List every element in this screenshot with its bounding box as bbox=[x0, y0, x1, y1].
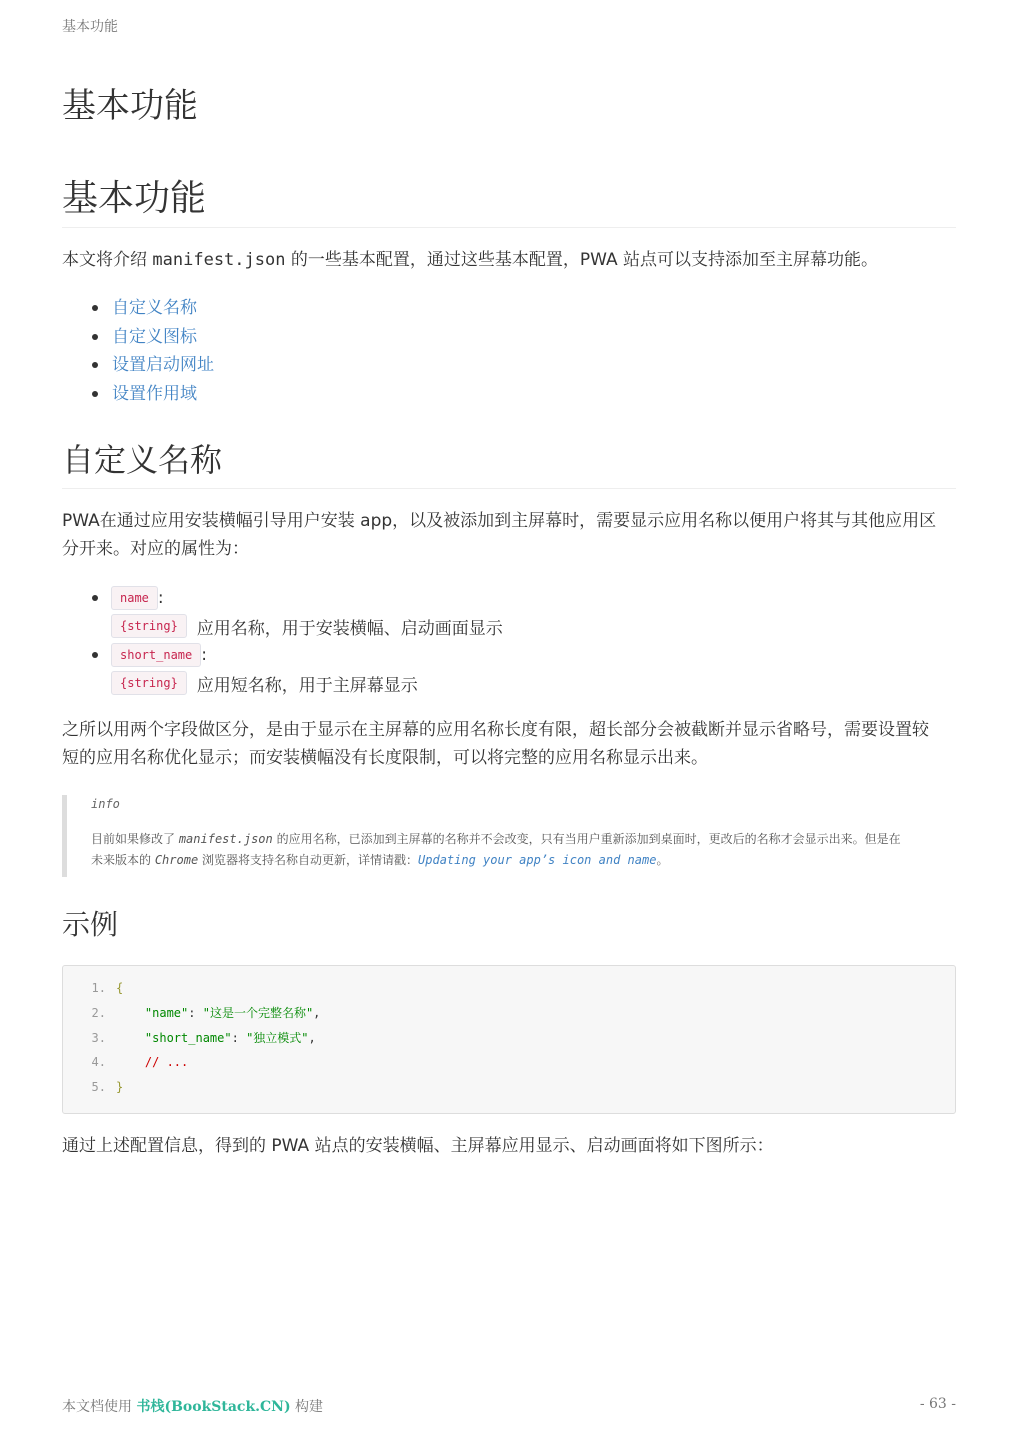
line-number: 4. bbox=[91, 1055, 106, 1070]
code-line bbox=[63, 1026, 955, 1051]
property-colon: : bbox=[201, 645, 207, 665]
intro-text-post: 的一些基本配置，通过这些基本配置，PWA 站点可以支持添加至主屏幕功能。 bbox=[285, 250, 879, 270]
code-token: } bbox=[116, 1080, 124, 1095]
table-of-contents bbox=[62, 294, 214, 408]
property-name-code: name bbox=[111, 586, 158, 610]
note-text: 的应用名称，已添加到主屏幕的名称并不会改变，只有当用户重新添加到桌面时，更改后的名称才会显示出来。但是在 bbox=[272, 832, 901, 846]
note-text: 目前如果修改了 bbox=[91, 832, 179, 846]
code-line bbox=[63, 1001, 955, 1026]
property-description: 应用短名称，用于主屏幕显示 bbox=[196, 675, 418, 696]
property-item-short-name bbox=[62, 641, 956, 697]
code-line bbox=[63, 976, 955, 1001]
code-block bbox=[62, 965, 956, 1114]
code-token: // ... bbox=[144, 1055, 189, 1070]
code-token: : bbox=[188, 1005, 203, 1020]
reason-paragraph-line1: 之所以用两个字段做区分，是由于显示在主屏幕的应用名称长度有限，超长部分会被截断并显示省略号，需要设置较 bbox=[62, 720, 929, 740]
code-token bbox=[116, 1031, 145, 1045]
code-token: "short_name" bbox=[144, 1030, 232, 1045]
footer-credit bbox=[62, 1396, 323, 1416]
custom-name-divider bbox=[62, 488, 956, 489]
intro-code-manifest: manifest.json bbox=[152, 250, 286, 270]
toc-link-custom-name[interactable]: 自定义名称 bbox=[112, 298, 197, 318]
property-list bbox=[62, 584, 956, 697]
toc-link-custom-icon[interactable]: 自定义图标 bbox=[112, 326, 197, 347]
code-line bbox=[63, 1050, 955, 1075]
page-number: - 63 - bbox=[919, 1396, 956, 1412]
property-colon: : bbox=[157, 588, 164, 608]
code-line bbox=[63, 1075, 955, 1100]
note-code-manifest: manifest.json bbox=[178, 832, 273, 846]
line-number: 5. bbox=[91, 1080, 106, 1095]
custom-name-paragraph-line2: 分开来。对应的属性为： bbox=[62, 539, 249, 559]
note-code-chrome: Chrome bbox=[154, 853, 199, 867]
section-divider bbox=[62, 227, 956, 228]
code-text bbox=[116, 1050, 188, 1075]
custom-name-paragraph bbox=[62, 507, 956, 563]
reason-paragraph bbox=[62, 716, 956, 772]
toc-item-custom-name bbox=[62, 294, 214, 323]
reason-paragraph-line2: 短的应用名称优化显示；而安装横幅没有长度限制，可以将完整的应用名称显示出来。 bbox=[62, 748, 708, 768]
property-type-code: {string} bbox=[111, 614, 187, 638]
section-title: 基本功能 bbox=[62, 178, 207, 219]
footer-text: 构建 bbox=[290, 1399, 324, 1415]
intro-text-pre: 本文将介绍 bbox=[62, 250, 153, 270]
intro-paragraph bbox=[62, 246, 956, 274]
page-title: 基本功能 bbox=[62, 86, 198, 126]
property-description: 应用名称，用于安装横幅、启动画面显示 bbox=[196, 618, 503, 639]
running-header: 基本功能 bbox=[62, 19, 118, 35]
outro-paragraph: 通过上述配置信息，得到的 PWA 站点的安装横幅、主屏幕应用显示、启动画面将如下图所示： bbox=[62, 1136, 774, 1156]
toc-item-scope bbox=[62, 380, 214, 409]
code-token: : bbox=[231, 1030, 247, 1045]
custom-name-paragraph-line1: PWA在通过应用安装横幅引导用户安装 app，以及被添加到主屏幕时，需要显示应用名称以便用户将其与其他应用区 bbox=[62, 511, 937, 531]
note-text: 浏览器将支持名称自动更新，详情请戳： bbox=[198, 853, 419, 867]
code-token: , bbox=[308, 1030, 316, 1045]
property-item-name bbox=[62, 584, 956, 640]
line-number: 3. bbox=[91, 1030, 106, 1045]
info-note-body bbox=[91, 829, 956, 871]
code-text bbox=[116, 1075, 123, 1100]
heading-custom-name: 自定义名称 bbox=[62, 441, 223, 479]
code-token: "这是一个完整名称" bbox=[202, 1005, 314, 1020]
toc-link-scope[interactable]: 设置作用域 bbox=[112, 383, 197, 404]
footer-brand-link[interactable]: 书栈(BookStack.CN) bbox=[136, 1399, 291, 1415]
note-text: 。 bbox=[656, 853, 669, 867]
code-token: , bbox=[313, 1005, 321, 1020]
info-note-title: info bbox=[91, 797, 120, 811]
info-note bbox=[62, 795, 956, 877]
code-token bbox=[116, 1055, 145, 1069]
property-type-code: {string} bbox=[111, 671, 187, 695]
note-text: 未来版本的 bbox=[91, 853, 155, 867]
code-text bbox=[116, 1026, 316, 1051]
toc-link-start-url[interactable]: 设置启动网址 bbox=[112, 355, 214, 375]
property-short-name-code: short_name bbox=[111, 643, 201, 667]
code-text bbox=[116, 1001, 320, 1026]
toc-item-custom-icon bbox=[62, 323, 214, 352]
note-link-updating-icon[interactable]: Updating your app’s icon and name bbox=[418, 853, 657, 867]
heading-example: 示例 bbox=[62, 908, 119, 941]
toc-item-start-url bbox=[62, 351, 214, 380]
code-token: "name" bbox=[144, 1005, 189, 1020]
code-token: { bbox=[116, 981, 124, 995]
code-text bbox=[116, 976, 123, 1001]
line-number: 1. bbox=[91, 981, 106, 995]
footer-text: 本文档使用 bbox=[62, 1399, 137, 1415]
line-number: 2. bbox=[91, 1005, 106, 1020]
code-token bbox=[116, 1006, 145, 1020]
code-token: "独立模式" bbox=[246, 1030, 309, 1045]
